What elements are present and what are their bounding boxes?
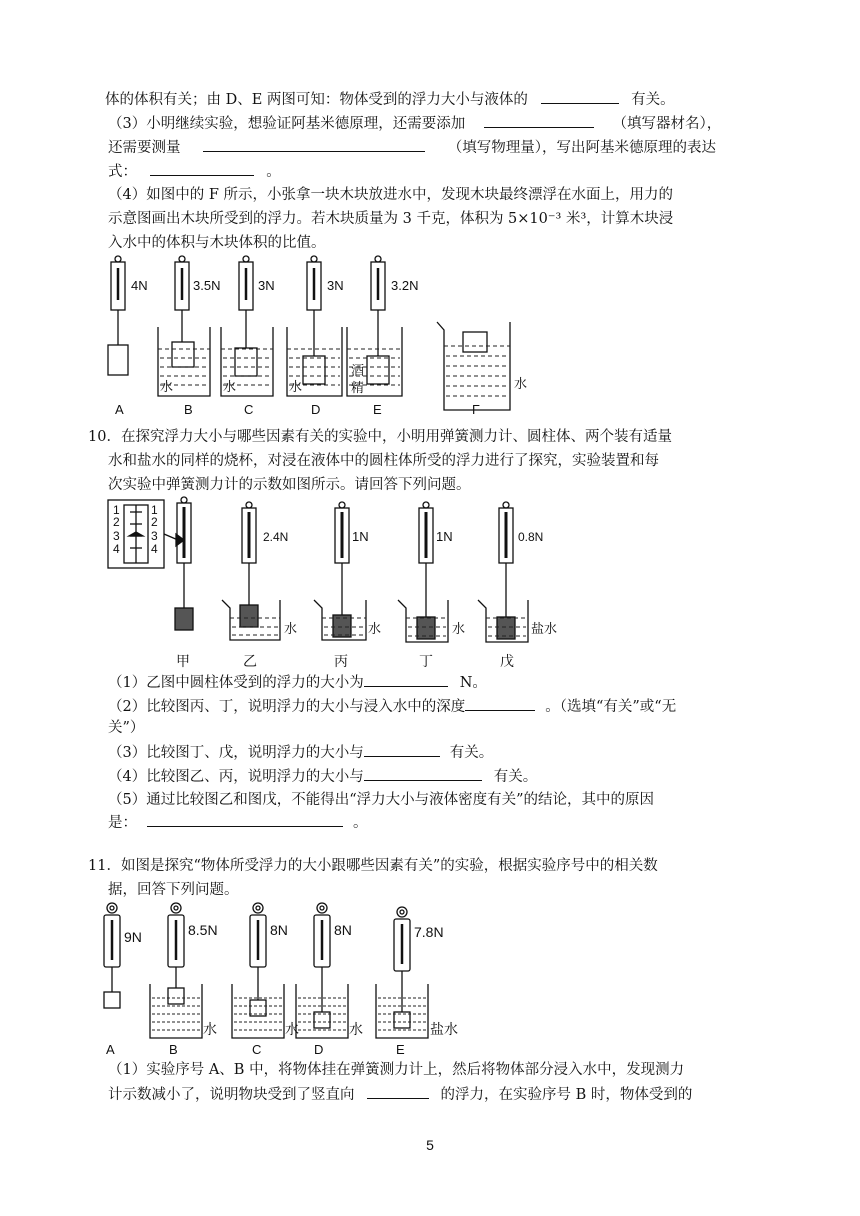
q9-line-3: 还需要测量 （填写物理量），写出阿基米德原理的表达 — [108, 137, 716, 158]
liquid-label-E-2: 精 — [351, 380, 365, 395]
q10-sub-3: （3）比较图丁、戊，说明浮力的大小与 有关。 — [108, 742, 493, 763]
q10-sub-1: （1）乙图中圆柱体受到的浮力的大小为 N。 — [108, 672, 487, 693]
reading-D: 3N — [327, 278, 344, 293]
reading-11A: 9N — [124, 929, 142, 945]
liquid-label-F: 水 — [514, 376, 528, 391]
q9-line-1: 体的体积有关；由 D、E 两图可知：物体受到的浮力大小与液体的 有关。 — [105, 89, 675, 110]
q10-sub-2b: 关”） — [108, 720, 145, 736]
liquid-ding: 水 — [452, 621, 466, 636]
reading-wu: 0.8N — [518, 530, 544, 544]
tick-1r: 1 — [151, 503, 158, 517]
label-11D: D — [314, 1042, 324, 1057]
q10-line-3: 次实验中弹簧测力计的示数如图所示。请回答下列问题。 — [108, 477, 471, 493]
q10-sub-5: （5）通过比较图乙和图戊，不能得出“浮力大小与液体密度有关”的结论，其中的原因 — [108, 792, 655, 808]
q9-line-7: 入水中的体积与木块体积的比值。 — [108, 235, 326, 251]
liquid-yi: 水 — [284, 621, 298, 636]
label-11E: E — [396, 1042, 405, 1057]
answer-blank[interactable] — [367, 1084, 429, 1099]
fig-label-A: A — [115, 402, 124, 417]
label-ding: 丁 — [419, 653, 433, 669]
q11-sub-1b: 计示数减小了，说明物块受到了竖直向 的浮力，在实验序号 B 时，物体受到的 — [108, 1084, 692, 1105]
q9-line-4: 式： 。 — [108, 161, 281, 182]
tick-2r: 2 — [151, 515, 158, 529]
q9-line-6: 示意图画出木块所受到的浮力。若木块质量为 3 千克，体积为 5×10⁻³ 米³，计算木块浸 — [108, 211, 674, 227]
liquid-label-C: 水 — [223, 379, 237, 394]
page-number: 5 — [426, 1137, 434, 1153]
label-wu: 戊 — [500, 653, 514, 669]
q9-line-2: （3）小明继续实验，想验证阿基米德原理，还需要添加 （填写器材名）， — [108, 113, 721, 134]
reading-11C: 8N — [270, 922, 288, 938]
label-11B: B — [169, 1042, 178, 1057]
reading-C: 3N — [258, 278, 275, 293]
label-bing: 丙 — [334, 653, 348, 669]
reading-11D: 8N — [334, 922, 352, 938]
q10-sub-2: （2）比较图丙、丁，说明浮力的大小与浸入水中的深度 。（选填“有关”或“无 — [108, 696, 676, 717]
liquid-label-B: 水 — [160, 379, 174, 394]
tick-2: 2 — [113, 515, 120, 529]
fig-label-C: C — [244, 402, 254, 417]
q11-line-2: 据，回答下列问题。 — [108, 882, 239, 898]
tick-4: 4 — [113, 542, 120, 556]
tick-3r: 3 — [151, 529, 158, 543]
fig-label-E: E — [373, 402, 382, 417]
label-yi: 乙 — [243, 653, 257, 669]
q10-sub-4: （4）比较图乙、丙，说明浮力的大小与 有关。 — [108, 766, 537, 787]
reading-11E: 7.8N — [414, 924, 444, 940]
tick-3: 3 — [113, 529, 120, 543]
q11-sub-1: （1）实验序号 A、B 中，将物体挂在弹簧测力计上，然后将物体部分浸入水中，发现测力 — [108, 1062, 685, 1078]
reading-11B: 8.5N — [188, 922, 218, 938]
liquid-11D: 水 — [349, 1021, 363, 1037]
spring-scale-11A — [104, 903, 120, 1008]
liquid-11B: 水 — [203, 1021, 217, 1037]
liquid-label-D: 水 — [289, 379, 303, 394]
q10-line-2: 水和盐水的同样的烧杯，对浸在液体中的圆柱体所受的浮力进行了探究，实验装置和每 — [108, 453, 659, 469]
reading-ding: 1N — [436, 529, 453, 544]
label-11A: A — [106, 1042, 115, 1057]
reading-bing: 1N — [352, 529, 369, 544]
label-jia: 甲 — [176, 653, 190, 669]
tick-4r: 4 — [151, 542, 158, 556]
fig-label-F: F — [472, 402, 480, 417]
q10-sub-5b: 是： 。 — [108, 812, 368, 833]
fig-label-B: B — [184, 402, 193, 417]
liquid-bing: 水 — [368, 621, 382, 636]
tick-1: 1 — [113, 503, 120, 517]
label-11C: C — [252, 1042, 262, 1057]
liquid-11C: 水 — [285, 1021, 299, 1037]
q10-line-1: 10．在探究浮力大小与哪些因素有关的实验中，小明用弹簧测力计、圆柱体、两个装有适量 — [88, 429, 672, 445]
q11-line-1: 11．如图是探究“物体所受浮力的大小跟哪些因素有关”的实验，根据实验序号中的相关数 — [88, 858, 658, 874]
liquid-label-E-1: 酒 — [351, 363, 365, 378]
fig-label-D: D — [311, 402, 321, 417]
liquid-wu: 盐水 — [531, 621, 558, 636]
liquid-11E: 盐水 — [430, 1021, 458, 1037]
reading-A: 4N — [131, 278, 148, 293]
reading-yi: 2.4N — [263, 530, 289, 544]
q9-line-5: （4）如图中的 F 所示，小张拿一块木块放进水中，发现木块最终漂浮在水面上，用力的 — [108, 187, 674, 203]
reading-E: 3.2N — [391, 278, 419, 293]
reading-B: 3.5N — [193, 278, 221, 293]
